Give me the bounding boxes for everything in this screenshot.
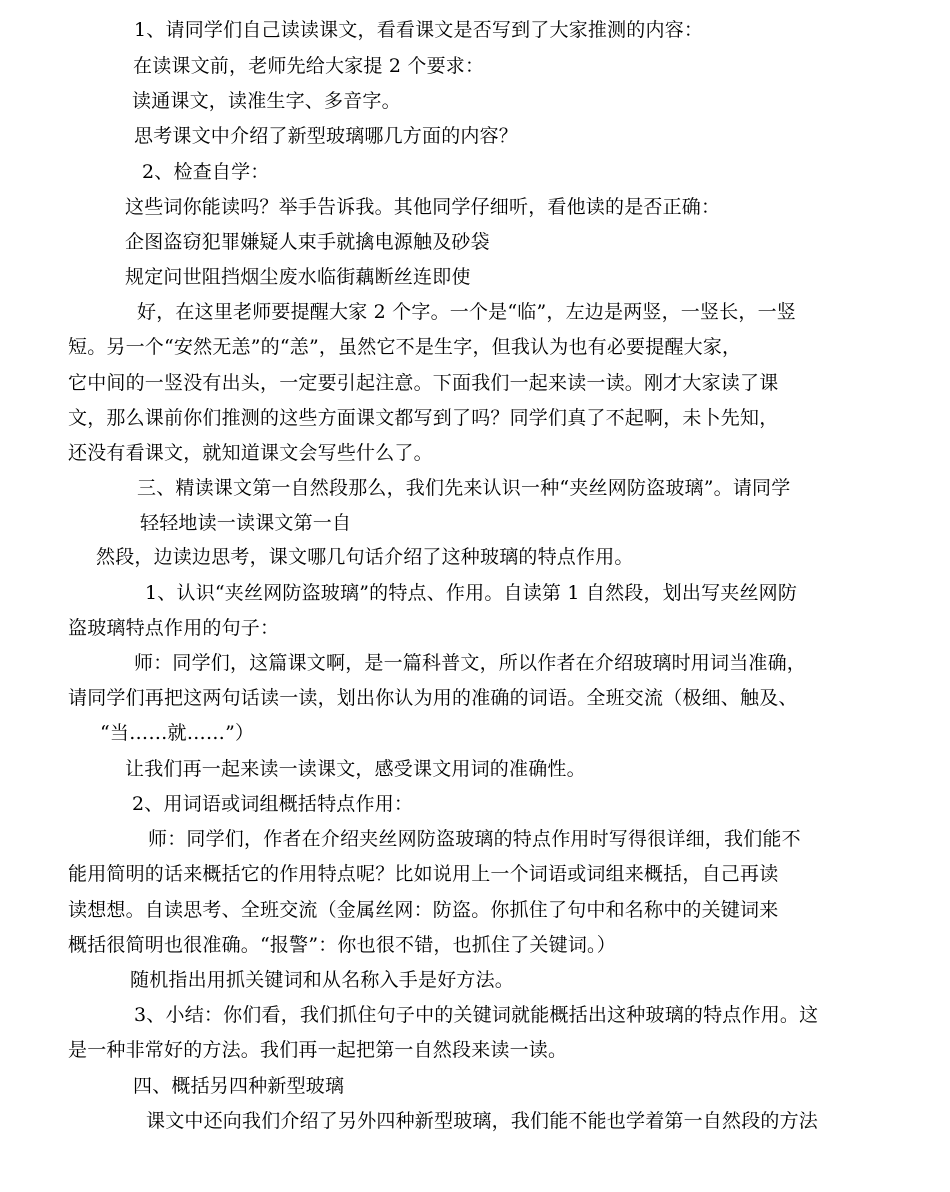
- text-line: 师：同学们，这篇课文啊，是一篇科普文，所以作者在介绍玻璃时用词当准确，: [134, 652, 807, 674]
- text-line: 然段，边读边思考，课文哪几句话介绍了这种玻璃的特点作用。: [96, 546, 634, 568]
- text-line: 3、小结：你们看，我们抓住句子中的关键词就能概括出这种玻璃的特点作用。这: [134, 1004, 819, 1026]
- text-line: 在读课文前，老师先给大家提 2 个要求：: [133, 55, 485, 77]
- text-line: 文，那么课前你们推测的这些方面课文都写到了吗？同学们真了不起啊，未卜先知，: [68, 407, 779, 429]
- text-line: 课文中还向我们介绍了另外四种新型玻璃，我们能不能也学着第一自然段的方法: [146, 1110, 819, 1132]
- text-line: 读想想。自读思考、全班交流（金属丝网：防盗。你抓住了句中和名称中的关键词来: [68, 899, 779, 921]
- text-line: 是一种非常好的方法。我们再一起把第一自然段来读一读。: [68, 1039, 568, 1061]
- text-line: 1、请同学们自己读读课文，看看课文是否写到了大家推测的内容：: [134, 19, 704, 41]
- text-line: 企图盗窃犯罪嫌疑人束手就擒电源触及砂袋: [125, 231, 490, 253]
- text-line: 好，在这里老师要提醒大家 2 个字。一个是“临”，左边是两竖，一竖长，一竖: [137, 301, 796, 323]
- text-line: 规定问世阻挡烟尘废水临街藕断丝连即使: [125, 266, 471, 288]
- text-line: 轻轻地读一读课文第一自: [140, 512, 352, 534]
- text-line: 能用简明的话来概括它的作用特点呢？比如说用上一个词语或词组来概括，自己再读: [68, 863, 779, 885]
- text-line: 请同学们再把这两句话读一读，划出你认为用的准确的词语。全班交流（极细、触及、: [68, 687, 798, 709]
- text-line: 盗玻璃特点作用的句子：: [68, 617, 280, 639]
- text-line: 还没有看课文，就知道课文会写些什么了。: [68, 442, 433, 464]
- text-line: 它中间的一竖没有出头，一定要引起注意。下面我们一起来读一读。刚才大家读了课: [68, 372, 779, 394]
- text-line: 四、概括另四种新型玻璃: [133, 1075, 345, 1097]
- text-line: 让我们再一起来读一读课文，感受课文用词的准确性。: [125, 758, 586, 780]
- text-line: 短。另一个“安然无恙”的“恙”，虽然它不是生字，但我认为也有必要提醒大家，: [68, 336, 742, 358]
- text-line: “当……就……”）: [100, 722, 255, 744]
- text-line: 2、检查自学：: [142, 161, 270, 183]
- text-line: 师：同学们，作者在介绍夹丝网防盗玻璃的特点作用时写得很详细，我们能不: [148, 828, 801, 850]
- text-line: 概括很简明也很准确。“报警”：你也很不错，也抓住了关键词。）: [68, 934, 616, 956]
- text-line: 2、用词语或词组概括特点作用：: [132, 793, 414, 815]
- text-line: 思考课文中介绍了新型玻璃哪几方面的内容？: [134, 125, 519, 147]
- text-line: 读通课文，读准生字、多音字。: [132, 90, 401, 112]
- text-line: 1、认识“夹丝网防盗玻璃”的特点、作用。自读第 1 自然段，划出写夹丝网防: [145, 582, 798, 604]
- text-line: 随机指出用抓关键词和从名称入手是好方法。: [130, 969, 515, 991]
- text-line: 这些词你能读吗？举手告诉我。其他同学仔细听，看他读的是否正确：: [125, 196, 721, 218]
- text-line: 三、精读课文第一自然段那么，我们先来认识一种“夹丝网防盗玻璃”。请同学: [137, 477, 791, 499]
